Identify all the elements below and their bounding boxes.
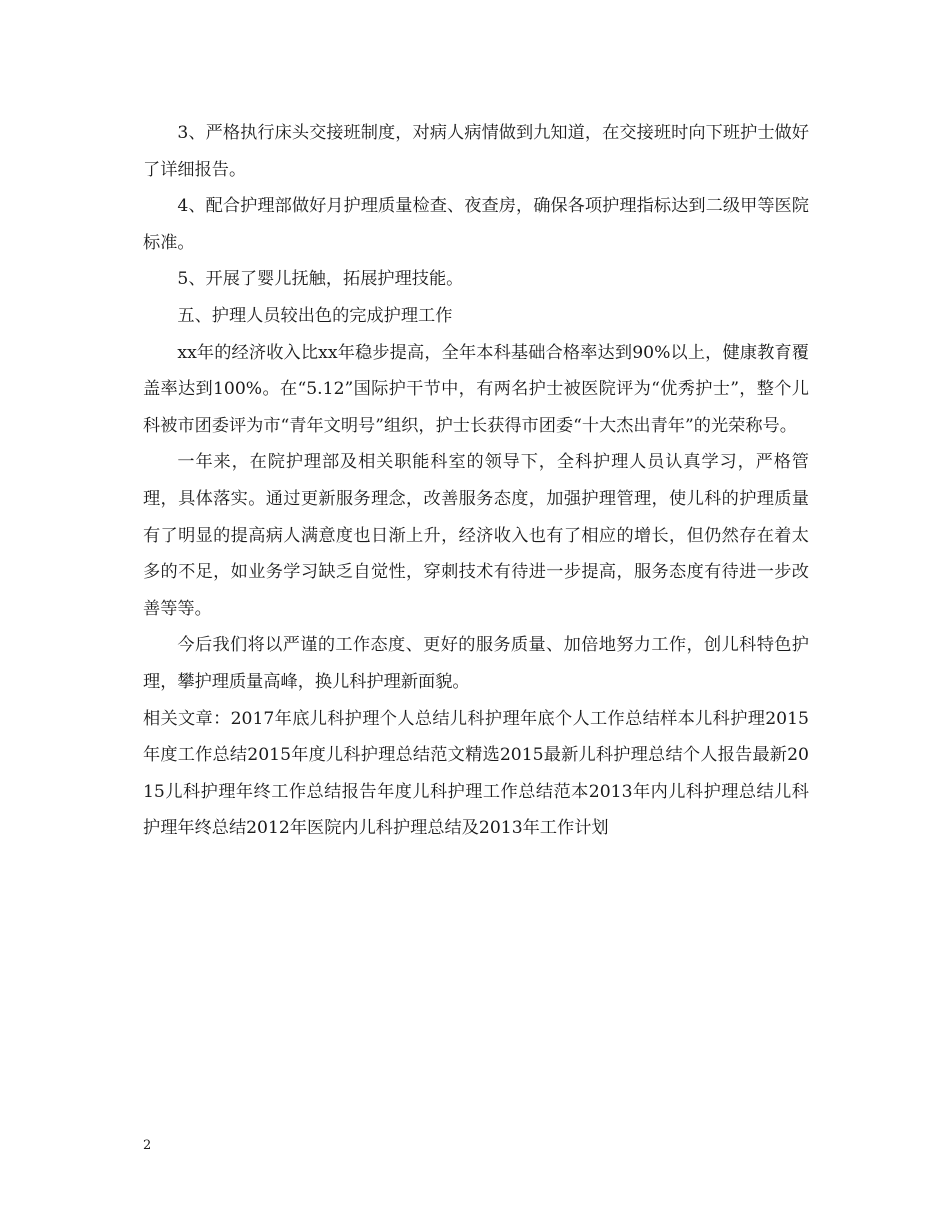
paragraph-year-review: 一年来，在院护理部及相关职能科室的领导下，全科护理人员认真学习，严格管理，具体落实。通过更新服务理念，改善服务态度，加强护理管理，使儿科的护理质量有了明显的提高病人满意度也日渐上升，经济收入也有了相应的增长，但仍然存在着太多的不足，如业务学习缺乏自觉性，穿刺技术有待进一步提高，服务态度有待进一步改善等等。 (143, 452, 809, 619)
paragraph-infant-touch: 5、开展了婴儿抚触，拓展护理技能。 (177, 269, 464, 290)
paragraph-future-plan: 今后我们将以严谨的工作态度、更好的服务质量、加倍地努力工作，创儿科特色护理，攀护理质量高峰，换儿科护理新面貌。 (143, 635, 809, 692)
paragraph-handover-system: 3、严格执行床头交接班制度，对病人病情做到九知道，在交接班时向下班护士做好了详细报告。 (143, 123, 809, 180)
related-articles: 相关文章：2017年底儿科护理个人总结儿科护理年底个人工作总结样本儿科护理2015年度工作总结2015年度儿科护理总结范文精选2015最新儿科护理总结个人报告最新2015儿科护理年终工作总结报告年度儿科护理工作总结范本2013年内儿科护理总结儿科护理年终总结2012年医院内儿科护理总结及2013年工作计划 (143, 708, 809, 839)
page-number: 2 (143, 1138, 152, 1153)
document-body (143, 115, 809, 847)
paragraph-economic-income: xx年的经济收入比xx年稳步提高，全年本科基础合格率达到90%以上，健康教育覆盖率达到100%。在“5.12”国际护干节中，有两名护士被医院评为“优秀护士”，整个儿科被市团委评为市“青年文明号”组织，护士长获得市团委“十大杰出青年”的光荣称号。 (143, 342, 809, 436)
paragraph-quality-inspection: 4、配合护理部做好月护理质量检查、夜查房，确保各项护理指标达到二级甲等医院标准。 (143, 196, 809, 253)
section-heading-nursing-work: 五、护理人员较出色的完成护理工作 (177, 305, 453, 326)
